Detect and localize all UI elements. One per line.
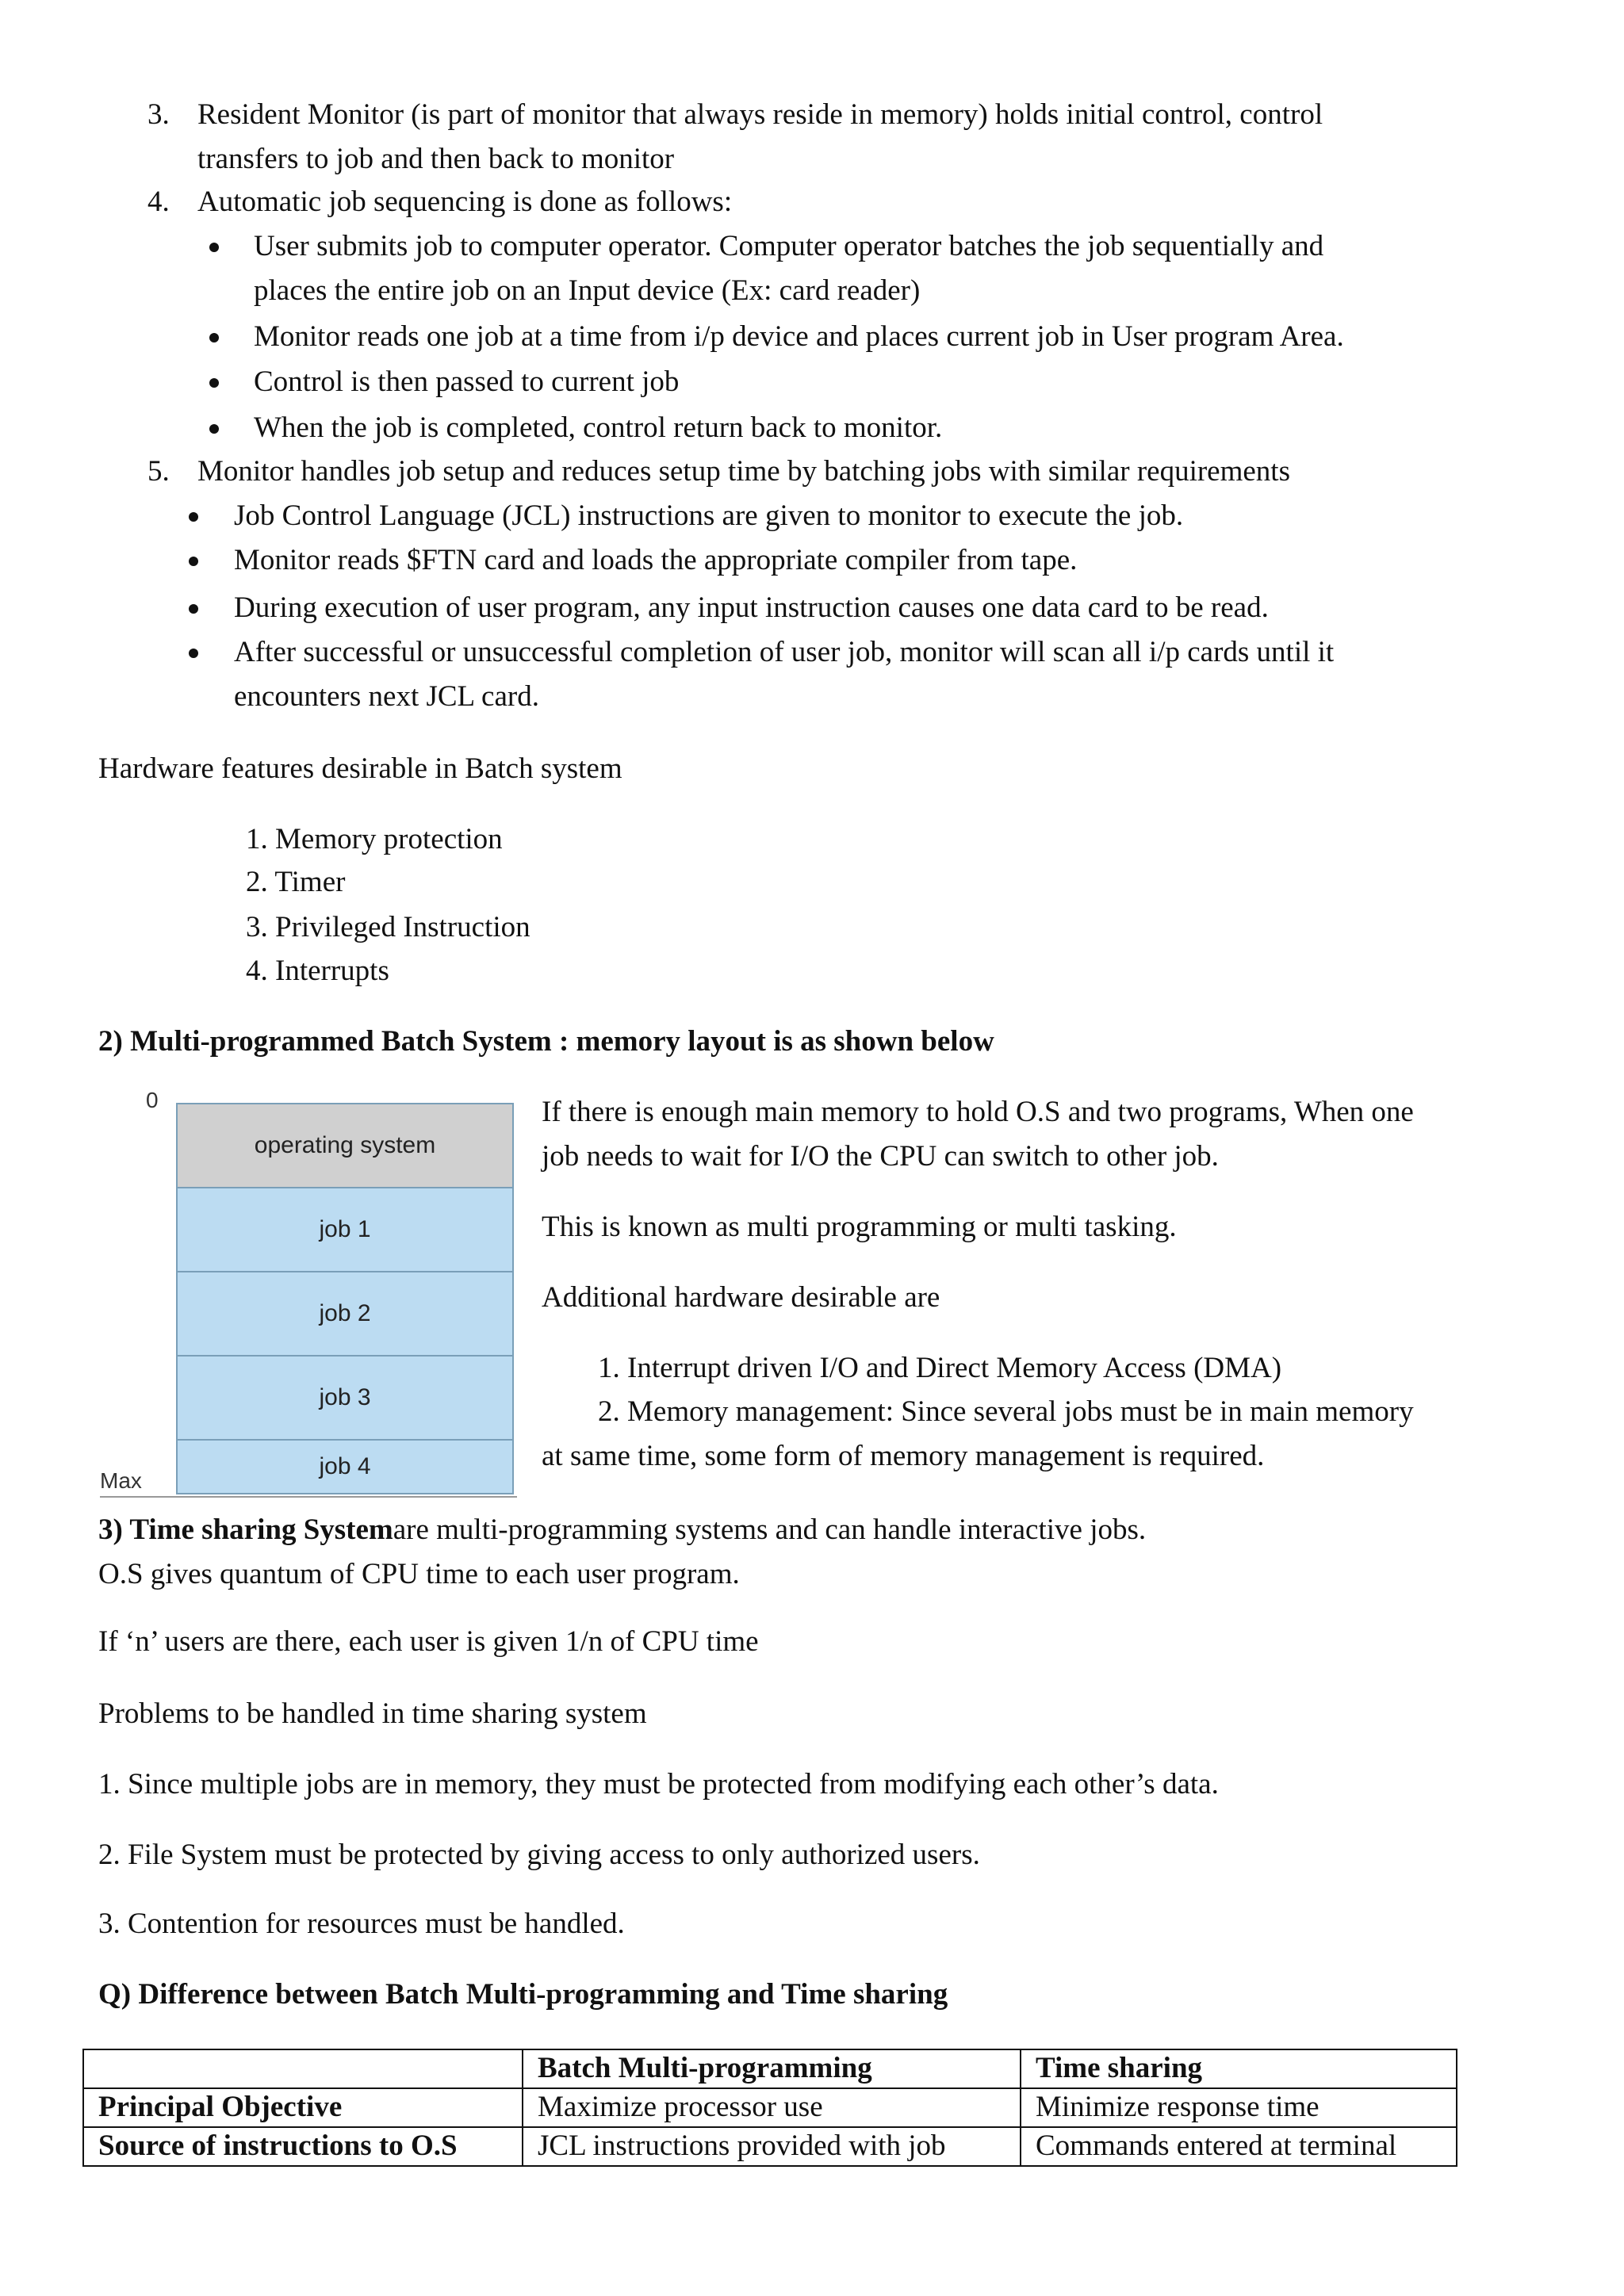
table-cell: Commands entered at terminal xyxy=(1021,2127,1457,2166)
bullet-icon xyxy=(209,243,219,252)
paragraph-line: O.S gives quantum of CPU time to each user program. xyxy=(98,1558,740,1590)
bullet-icon xyxy=(209,333,219,342)
bullet-text: places the entire job on an Input device (Ex: card reader) xyxy=(254,274,921,307)
table-header-cell xyxy=(83,2049,523,2088)
bullet-icon xyxy=(189,512,198,522)
paragraph-line: Problems to be handled in time sharing system xyxy=(98,1697,647,1730)
list-item-text: Monitor handles job setup and reduces setup time by batching jobs with similar requirements xyxy=(197,455,1290,488)
bullet-icon xyxy=(209,378,219,388)
job-segment: job 2 xyxy=(176,1271,514,1357)
memory-layout-diagram xyxy=(100,1090,517,1498)
bullet-text: After successful or unsuccessful completion of user job, monitor will scan all i/p cards until it xyxy=(234,636,1335,668)
section-heading-line xyxy=(98,1513,1146,1548)
section-heading: 3) Time sharing System xyxy=(98,1513,393,1546)
table-header-row xyxy=(83,2049,1457,2088)
list-item: 1. Memory protection xyxy=(246,823,503,855)
bullet-text: Control is then passed to current job xyxy=(254,365,680,398)
list-number: 5. xyxy=(147,455,170,488)
table-cell: Minimize response time xyxy=(1021,2088,1457,2127)
list-item: 4. Interrupts xyxy=(246,955,389,987)
list-item: 2. Memory management: Since several jobs must be in main memory xyxy=(598,1395,1414,1428)
bullet-icon xyxy=(189,604,198,614)
paragraph-line: This is known as multi programming or multi tasking. xyxy=(542,1211,1177,1243)
bullet-icon xyxy=(189,649,198,658)
problem-item: 1. Since multiple jobs are in memory, they must be protected from modifying each other’s data. xyxy=(98,1768,1219,1800)
table-cell: Maximize processor use xyxy=(523,2088,1021,2127)
paragraph-line: Additional hardware desirable are xyxy=(542,1281,940,1314)
list-item-text: Resident Monitor (is part of monitor that always reside in memory) holds initial control, control xyxy=(197,98,1323,131)
bullet-text: encounters next JCL card. xyxy=(234,680,539,713)
comparison-table xyxy=(82,2049,1457,2167)
table-row xyxy=(83,2088,1457,2127)
table-row-label: Principal Objective xyxy=(83,2088,523,2127)
list-item: 1. Interrupt driven I/O and Direct Memory Access (DMA) xyxy=(598,1352,1282,1384)
paragraph-line: If there is enough main memory to hold O.S and two programs, When one xyxy=(542,1096,1414,1128)
list-item: 2. Timer xyxy=(246,866,346,898)
job-segment: job 3 xyxy=(176,1355,514,1441)
diagram-baseline xyxy=(100,1496,517,1498)
heading-continuation: are multi-programming systems and can handle interactive jobs. xyxy=(393,1513,1147,1546)
table-row xyxy=(83,2127,1457,2166)
bullet-text: When the job is completed, control return back to monitor. xyxy=(254,411,943,444)
job-segment: job 4 xyxy=(176,1439,514,1494)
section-heading: Hardware features desirable in Batch system xyxy=(98,752,622,785)
list-number: 4. xyxy=(147,186,170,218)
table-header-cell: Batch Multi-programming xyxy=(523,2049,1021,2088)
job-segment: job 1 xyxy=(176,1187,514,1272)
address-max-label: Max xyxy=(100,1468,142,1493)
bullet-icon xyxy=(189,557,198,566)
section-heading: 2) Multi-programmed Batch System : memory layout is as shown below xyxy=(98,1025,994,1058)
bullet-text: Monitor reads one job at a time from i/p device and places current job in User program Area. xyxy=(254,320,1344,353)
list-item: at same time, some form of memory management is required. xyxy=(542,1440,1265,1472)
problem-item: 3. Contention for resources must be handled. xyxy=(98,1908,625,1940)
bullet-text: During execution of user program, any input instruction causes one data card to be read. xyxy=(234,591,1269,624)
table-cell: JCL instructions provided with job xyxy=(523,2127,1021,2166)
list-item-text: Automatic job sequencing is done as follows: xyxy=(197,186,733,218)
bullet-text: Monitor reads $FTN card and loads the appropriate compiler from tape. xyxy=(234,544,1078,576)
address-zero-label: 0 xyxy=(146,1088,159,1112)
os-segment: operating system xyxy=(176,1103,514,1188)
paragraph-line: If ‘n’ users are there, each user is given 1/n of CPU time xyxy=(98,1625,759,1658)
table-header-cell: Time sharing xyxy=(1021,2049,1457,2088)
paragraph-line: job needs to wait for I/O the CPU can switch to other job. xyxy=(542,1140,1219,1173)
bullet-text: User submits job to computer operator. Computer operator batches the job sequentially and xyxy=(254,230,1324,262)
table-row-label: Source of instructions to O.S xyxy=(83,2127,523,2166)
bullet-icon xyxy=(209,424,219,434)
list-item: 3. Privileged Instruction xyxy=(246,911,530,943)
list-item-text: transfers to job and then back to monitor xyxy=(197,143,675,175)
question-heading: Q) Difference between Batch Multi-programming and Time sharing xyxy=(98,1978,948,2011)
list-number: 3. xyxy=(147,98,170,131)
problem-item: 2. File System must be protected by giving access to only authorized users. xyxy=(98,1839,980,1871)
bullet-text: Job Control Language (JCL) instructions are given to monitor to execute the job. xyxy=(234,499,1184,532)
